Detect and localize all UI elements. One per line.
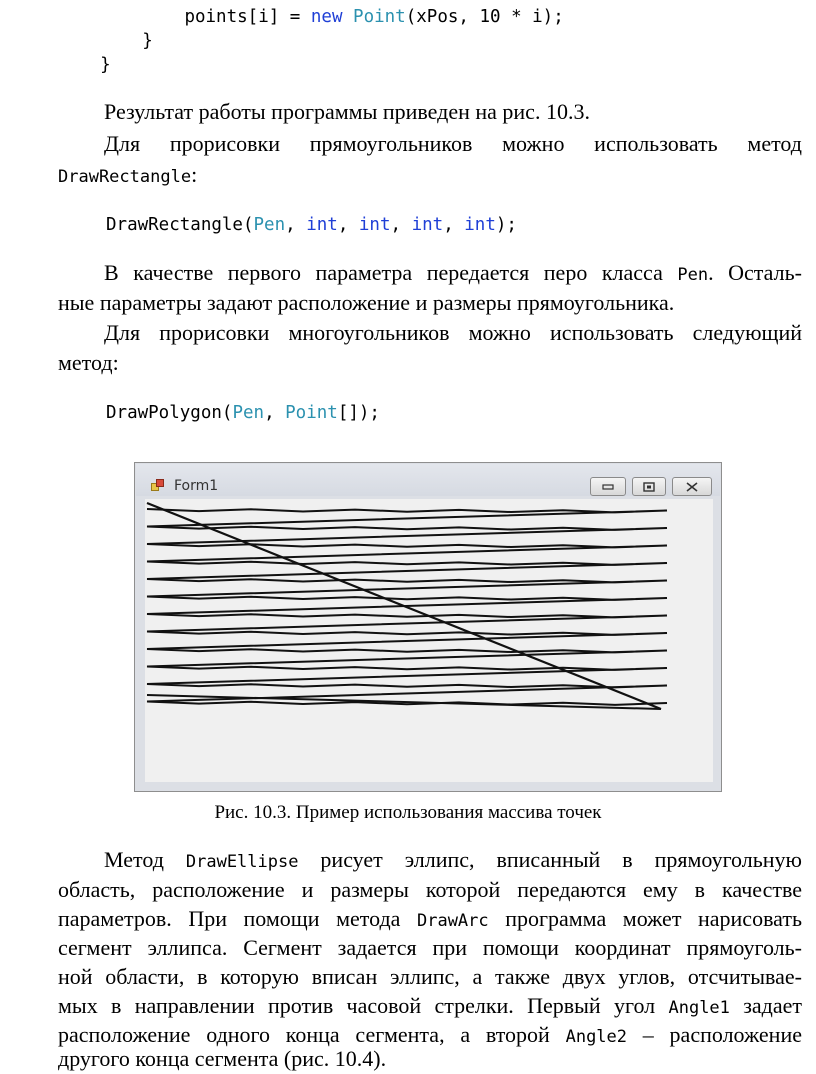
paragraph-drawrectangle-line2: DrawRectangle: xyxy=(58,162,198,187)
paragraph-ellipse-line6: мых в направлении против часовой стрелки. Первый угол Angle1 задает xyxy=(58,993,803,1018)
code-line-brace-outer: } xyxy=(58,55,111,75)
inline-code-angle1: Angle1 xyxy=(668,998,730,1018)
code-line-brace-inner: } xyxy=(58,31,153,51)
paragraph-pen-line2: ные параметры задают расположение и размеры прямоугольника. xyxy=(58,290,675,315)
polyline-drawing xyxy=(145,499,713,782)
paragraph-ellipse-line5: ной области, в которую вписан эллипс, а также двух углов, отсчитывае- xyxy=(58,964,802,989)
inline-code-angle2: Angle2 xyxy=(565,1027,628,1047)
form-client-area xyxy=(145,499,713,782)
figure-caption: Рис. 10.3. Пример использования массива точек xyxy=(214,802,602,823)
paragraph-ellipse-line2: область, расположение и размеры которой передаются ему в качестве xyxy=(58,877,802,902)
code-keyword: new xyxy=(310,7,343,27)
maximize-button[interactable] xyxy=(632,477,666,496)
paragraph-polygon-line1: Для прорисовки многоугольников можно использовать следующий xyxy=(104,320,802,345)
inline-code-pen: Pen xyxy=(677,265,709,285)
inline-code-drawellipse: DrawEllipse xyxy=(185,852,299,872)
paragraph-ellipse-line8: другого конца сегмента (рис. 10.4). xyxy=(58,1046,387,1071)
code-drawrectangle: DrawRectangle(Pen, int, int, int, int); xyxy=(106,215,517,235)
minimize-button[interactable] xyxy=(590,477,626,496)
inline-code-drawrectangle: DrawRectangle xyxy=(58,167,192,187)
window-title: Form1 xyxy=(174,478,219,494)
paragraph-pen-line1: В качестве первого параметра передается перо класса Pen. Осталь- xyxy=(104,260,802,285)
drawn-closing-diagonal xyxy=(147,503,661,709)
maximize-icon xyxy=(643,482,655,492)
code-type: Point xyxy=(353,7,406,27)
code-drawpolygon: DrawPolygon(Pen, Point[]); xyxy=(106,403,380,423)
code-line-points: points[i] = new Point(xPos, 10 * i); xyxy=(184,7,564,27)
form-window xyxy=(134,462,722,792)
inline-code-drawarc: DrawArc xyxy=(416,911,489,931)
paragraph-polygon-line2: метод: xyxy=(58,350,119,375)
minimize-icon xyxy=(602,483,614,491)
window-titlebar[interactable] xyxy=(136,464,720,496)
paragraph-ellipse-line1: Метод DrawEllipse рисует эллипс, вписанный в прямоугольную xyxy=(104,847,802,872)
paragraph-ellipse-line4: сегмент эллипса. Сегмент задается при помощи координат прямоуголь- xyxy=(58,935,802,960)
paragraph-result: Результат работы программы приведен на рис. 10.3. xyxy=(104,99,590,124)
close-button[interactable] xyxy=(672,477,712,496)
close-icon xyxy=(685,482,699,492)
paragraph-drawrectangle: Для прорисовки прямоугольников можно использовать метод xyxy=(104,131,802,156)
paragraph-ellipse-line3: параметров. При помощи метода DrawArc программа может нарисовать xyxy=(58,906,803,931)
form-app-icon xyxy=(151,479,165,493)
paragraph-ellipse-line7: расположение одного конца сегмента, а второй Angle2 – расположение xyxy=(58,1022,802,1047)
